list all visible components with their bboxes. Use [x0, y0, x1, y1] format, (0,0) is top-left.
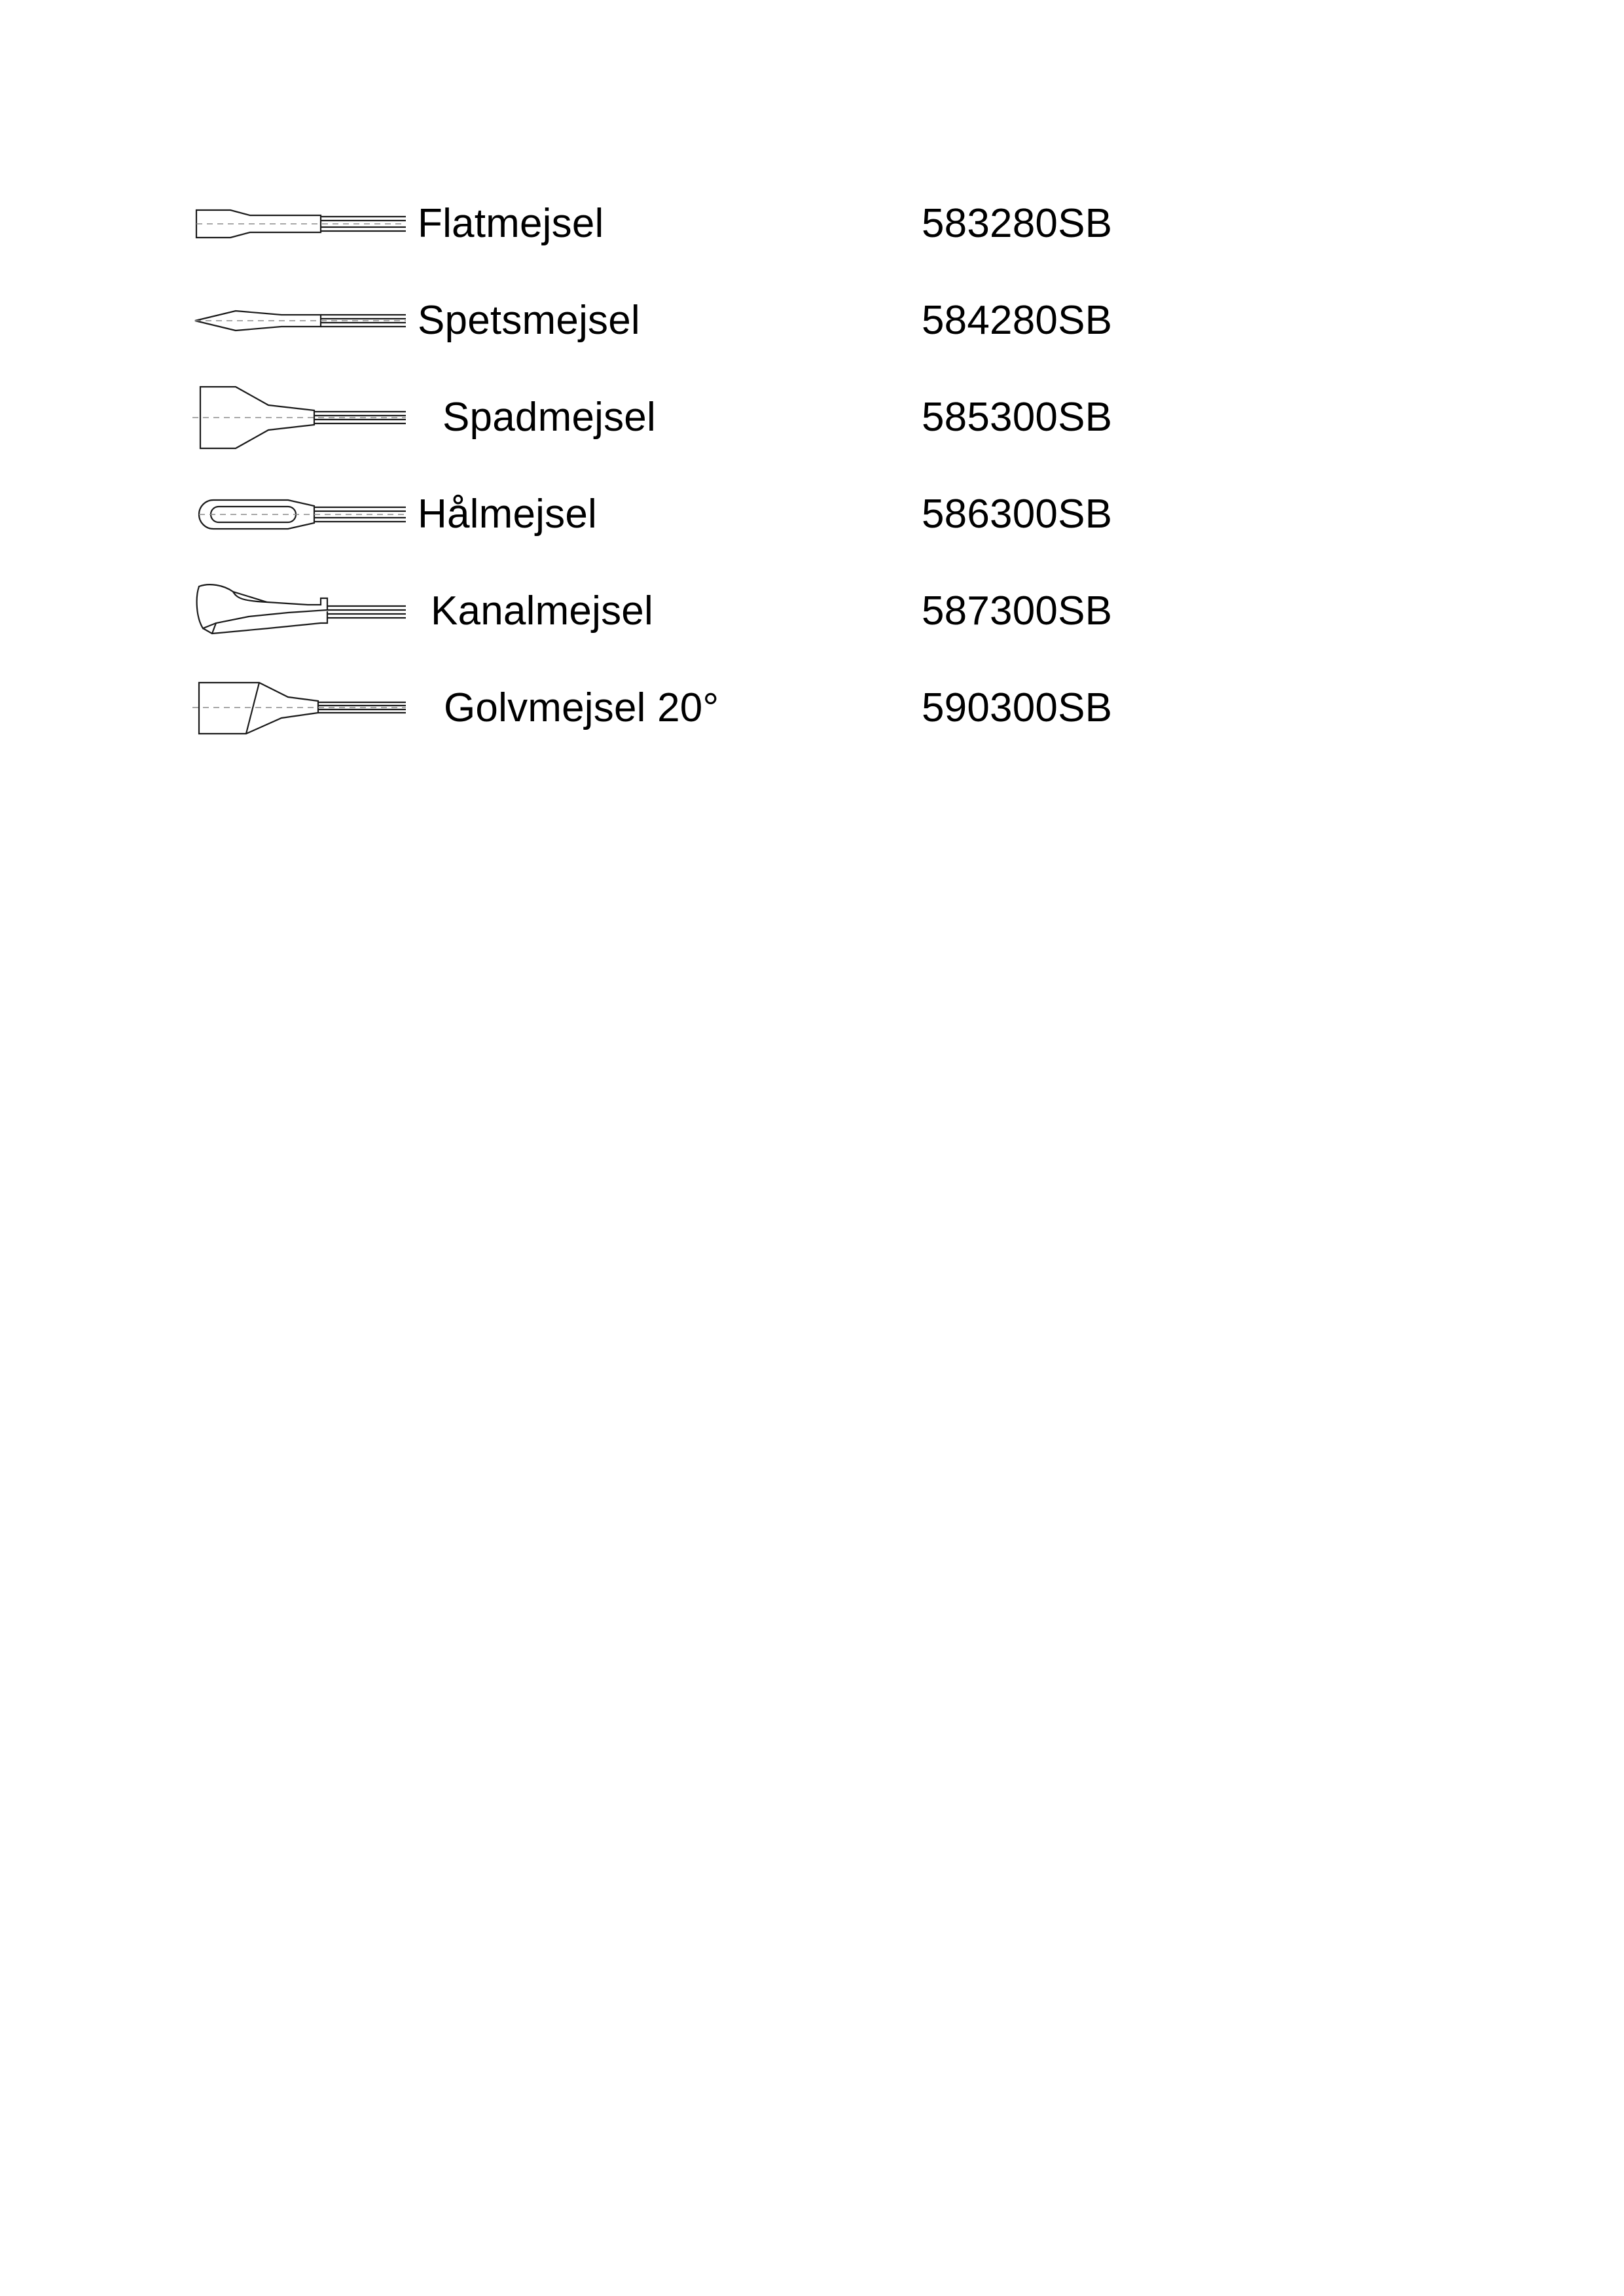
- tool-code: 590300SB: [922, 685, 1113, 730]
- tool-name: Golvmejsel 20°: [444, 685, 719, 730]
- tool-code: 586300SB: [922, 492, 1113, 537]
- tool-code: 587300SB: [922, 588, 1113, 634]
- list-item: [190, 563, 1303, 660]
- floor-chisel-icon: [190, 666, 406, 751]
- channel-chisel-icon: [190, 572, 406, 651]
- tool-illustration-cell: [190, 475, 406, 554]
- list-item: [190, 175, 1303, 272]
- tool-name: Kanalmejsel: [431, 588, 653, 634]
- tool-name: Spetsmejsel: [418, 298, 640, 343]
- tool-code: 583280SB: [922, 201, 1113, 246]
- flat-chisel-icon: [190, 188, 406, 260]
- tool-illustration-cell: [190, 378, 406, 457]
- tool-name: Spadmejsel: [442, 395, 656, 440]
- list-item: [190, 466, 1303, 563]
- spade-chisel-icon: [190, 375, 406, 460]
- tool-illustration-cell: [190, 572, 406, 651]
- tool-code: 585300SB: [922, 395, 1113, 440]
- chisel-list: [190, 175, 1303, 757]
- point-chisel-icon: [190, 285, 406, 357]
- list-item: [190, 369, 1303, 466]
- tool-illustration-cell: [190, 185, 406, 263]
- tool-code: 584280SB: [922, 298, 1113, 343]
- tool-illustration-cell: [190, 669, 406, 747]
- tool-name: Hålmejsel: [418, 492, 597, 537]
- tool-illustration-cell: [190, 281, 406, 360]
- list-item: [190, 272, 1303, 369]
- list-item: [190, 660, 1303, 757]
- hollow-chisel-icon: [190, 478, 406, 550]
- tool-name: Flatmejsel: [418, 201, 604, 246]
